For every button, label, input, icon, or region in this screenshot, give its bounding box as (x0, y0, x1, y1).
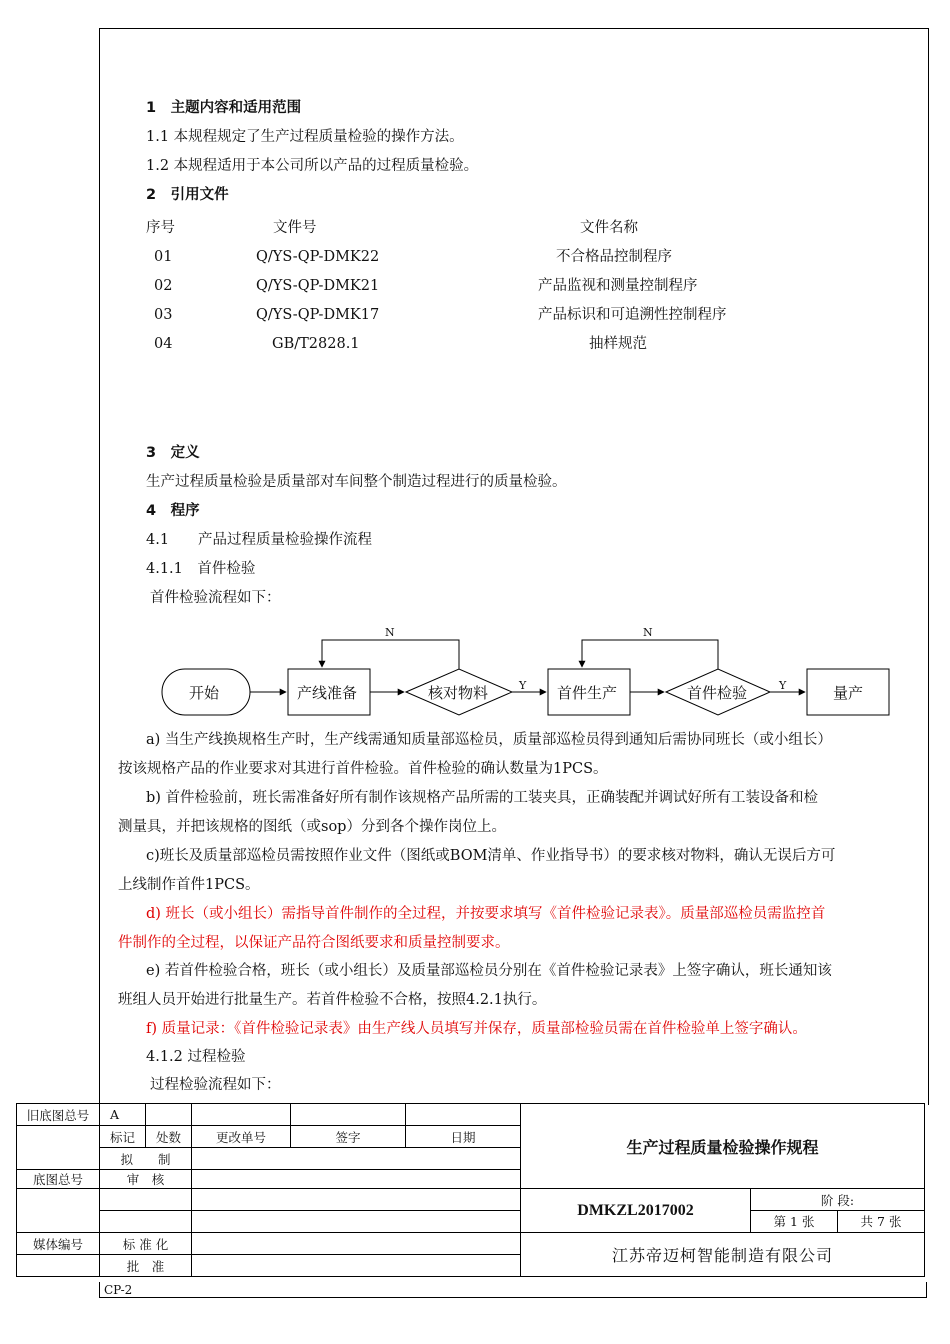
section-1-1: 1.1 本规程规定了生产过程质量检验的操作方法。 (146, 129, 464, 145)
old-drawing-no-label: 旧底图总号 (17, 1104, 100, 1126)
blank-cell (291, 1104, 406, 1126)
blank-cell (192, 1189, 521, 1211)
item-a-line1: a) 当生产线换规格生产时，生产线需通知质量部巡检员，质量部巡检员得到通知后需协同班长（或小组长） (146, 732, 832, 748)
blank-cell (17, 1189, 100, 1233)
sheet-info (751, 1211, 925, 1233)
signature-label: 签字 (291, 1126, 406, 1148)
flow-loop-arrow (322, 640, 459, 669)
ref-row-code: Q/YS-QP-DMK21 (256, 278, 380, 294)
flow-first-piece-label: 首件生产 (557, 684, 618, 702)
item-d-line2: 件制作的全过程，以保证产品符合图纸要求和质量控制要求。 (118, 935, 510, 951)
flow-prep-label: 产线准备 (297, 684, 358, 702)
count-label: 处数 (146, 1126, 192, 1148)
ref-header-name: 文件名称 (580, 220, 638, 236)
stage-label: 阶 段: (751, 1189, 925, 1211)
flow-intro: 首件检验流程如下： (150, 590, 281, 606)
form-code: CP-2 (99, 1282, 927, 1298)
blank-cell (192, 1170, 521, 1189)
date-label: 日期 (406, 1126, 521, 1148)
item-e-line1: e) 若首件检验合格，班长（或小组长）及质量部巡检员分别在《首件检验记录表》上签字确认，班长通知该 (146, 963, 832, 979)
ref-header-no: 序号 (146, 220, 175, 236)
company-name: 江苏帝迈柯智能制造有限公司 (521, 1233, 925, 1277)
flow-no-label: N (385, 626, 395, 639)
section-4-1-1: 4.1.1 首件检验 (146, 561, 256, 577)
blank-cell (17, 1148, 100, 1170)
flow-start-label: 开始 (189, 684, 220, 702)
item-a-line2: 按该规格产品的作业要求对其进行首件检验。首件检验的确认数量为1PCS。 (118, 761, 608, 777)
section-1-title: 1 主题内容和适用范围 (146, 100, 302, 116)
blank-cell (100, 1211, 192, 1233)
total-sheets: 共 7 张 (860, 1214, 902, 1229)
flow-first-inspect-label: 首件检验 (687, 684, 748, 702)
blank-cell (192, 1104, 291, 1126)
section-4-title: 4 程序 (146, 503, 200, 519)
drawing-no-label: 底图总号 (17, 1170, 100, 1189)
blank-cell (192, 1255, 521, 1277)
mark-label: 标记 (100, 1126, 146, 1148)
flow-yes-label: Y (779, 679, 787, 692)
blank-cell (192, 1211, 521, 1233)
ref-header-code: 文件号 (273, 220, 317, 236)
ref-row-code: Q/YS-QP-DMK22 (256, 249, 380, 265)
flow-yes-label: Y (519, 679, 527, 692)
ref-row-name: 抽样规范 (589, 336, 647, 352)
flow2-intro: 过程检验流程如下： (150, 1077, 281, 1093)
blank-cell (17, 1126, 100, 1148)
item-b-line1: b) 首件检验前，班长需准备好所有制作该规格产品所需的工装夹具，正确装配并调试好所有工装设备和检 (146, 790, 819, 806)
review-label: 审 核 (100, 1170, 192, 1189)
section-4-1-2: 4.1.2 过程检验 (146, 1049, 246, 1065)
ref-row-code: Q/YS-QP-DMK17 (256, 307, 380, 323)
document-title: 生产过程质量检验操作规程 (521, 1104, 925, 1189)
section-1-2: 1.2 本规程适用于本公司所以产品的过程质量检验。 (146, 158, 479, 174)
title-block (16, 1103, 925, 1277)
sheet-number: 第 1 张 (751, 1211, 838, 1232)
flow-loop-arrow (582, 640, 718, 669)
ref-row-no: 02 (154, 278, 173, 294)
flow-no-label: N (643, 626, 653, 639)
change-no-label: 更改单号 (192, 1126, 291, 1148)
item-b-line2: 测量具，并把该规格的图纸（或sop）分到各个操作岗位上。 (118, 819, 506, 835)
item-c-line1: c)班长及质量部巡检员需按照作业文件（图纸或BOM清单、作业指导书）的要求核对物料，确认无误后方可 (146, 848, 836, 864)
ref-row-no: 03 (154, 307, 173, 323)
revision-a: A (100, 1104, 146, 1126)
blank-cell (192, 1233, 521, 1255)
flow-check-material-label: 核对物料 (428, 684, 489, 702)
item-f-line1: f) 质量记录：《首件检验记录表》由生产线人员填写并保存，质量部检验员需在首件检验单上签字确认。 (146, 1021, 807, 1037)
ref-row-name: 产品监视和测量控制程序 (538, 278, 698, 294)
section-2-title: 2 引用文件 (146, 187, 229, 203)
blank-cell (146, 1104, 192, 1126)
blank-cell (100, 1189, 192, 1211)
blank-cell (17, 1255, 100, 1277)
ref-row-no: 04 (154, 336, 173, 352)
ref-row-no: 01 (154, 249, 173, 265)
media-no-label: 媒体编号 (17, 1233, 100, 1255)
ref-row-code: GB/T2828.1 (272, 336, 360, 352)
ref-row-name: 不合格品控制程序 (556, 249, 672, 265)
document-code: DMKZL2017002 (521, 1189, 751, 1233)
item-c-line2: 上线制作首件1PCS。 (118, 877, 260, 893)
draft-label: 拟 制 (100, 1148, 192, 1170)
item-e-line2: 班组人员开始进行批量生产。若首件检验不合格，按照4.2.1执行。 (118, 992, 547, 1008)
ref-row-name: 产品标识和可追溯性控制程序 (538, 307, 727, 323)
definition-text: 生产过程质量检验是质量部对车间整个制造过程进行的质量检验。 (146, 474, 567, 490)
standardize-label: 标 准 化 (100, 1233, 192, 1255)
flow-mass-label: 量产 (833, 684, 864, 702)
section-4-1: 4.1 产品过程质量检验操作流程 (146, 532, 373, 548)
item-d-line1: d) 班长（或小组长）需指导首件制作的全过程，并按要求填写《首件检验记录表》。质量部巡检员需监控首 (146, 906, 826, 922)
approve-label: 批 准 (100, 1255, 192, 1277)
blank-cell (192, 1148, 521, 1170)
blank-cell (406, 1104, 521, 1126)
section-3-title: 3 定义 (146, 445, 200, 461)
